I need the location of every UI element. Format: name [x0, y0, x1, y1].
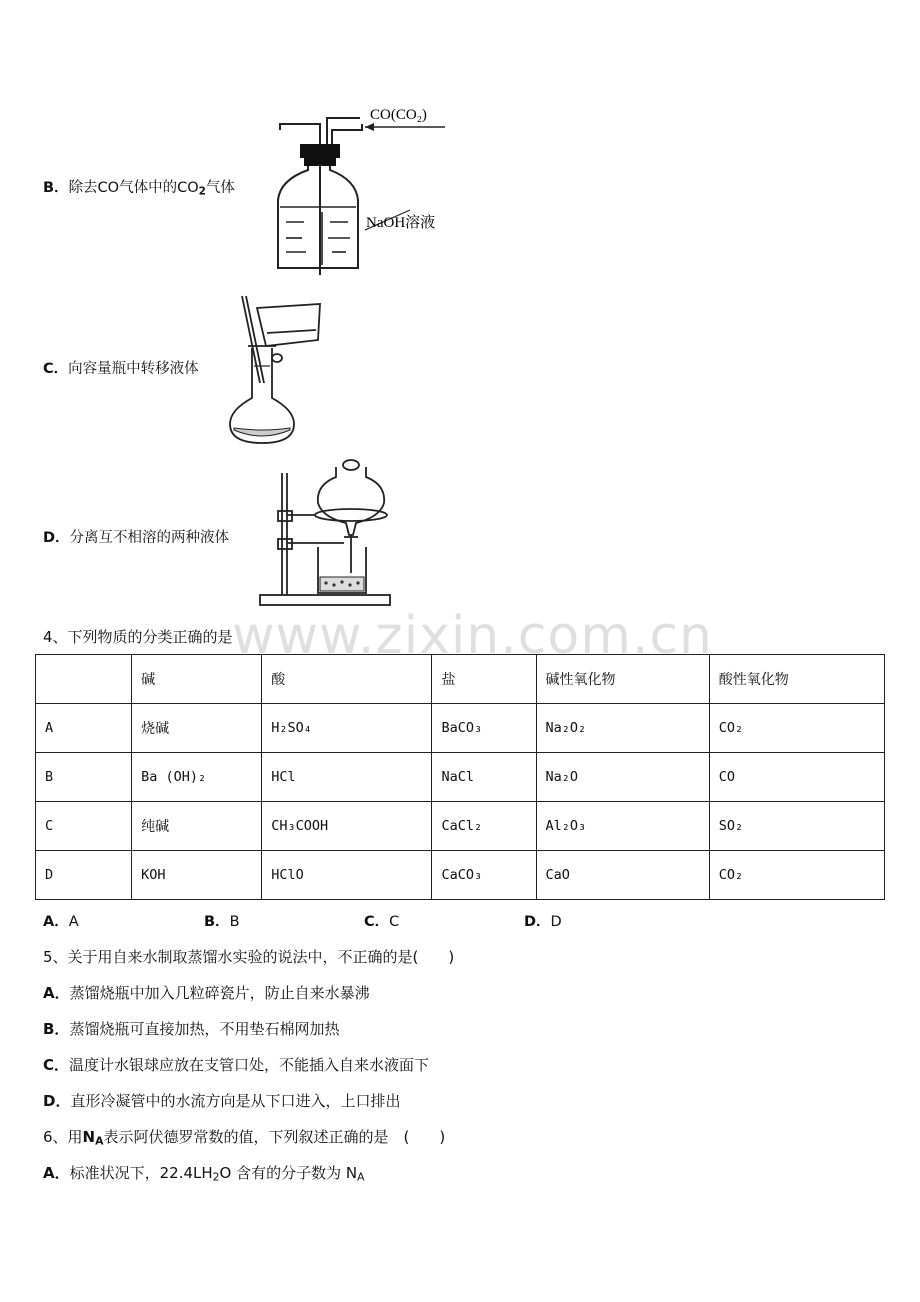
- table-row: [36, 753, 885, 802]
- classification-table: [35, 654, 885, 900]
- option-text: 蒸馏烧瓶可直接加热，不用垫石棉网加热: [69, 1020, 340, 1038]
- row-acid-oxide: CO: [709, 753, 884, 802]
- answer-letter: B．: [204, 914, 230, 930]
- q4-answer-b: [204, 910, 240, 931]
- row-basic-oxide: Na₂O: [536, 753, 709, 802]
- option-c-letter: C．: [43, 361, 69, 377]
- q5-option-a: [43, 982, 370, 1003]
- row-salt: BaCO₃: [432, 704, 536, 753]
- row-salt: CaCl₂: [432, 802, 536, 851]
- row-option: C: [36, 802, 132, 851]
- volumetric-flask-figure: [222, 288, 332, 448]
- row-base: KOH: [132, 851, 262, 900]
- q6-a-sub: 2: [212, 1170, 220, 1184]
- q4-stem: 4、下列物质的分类正确的是: [43, 628, 233, 646]
- option-text: 温度计水银球应放在支管口处，不能插入自来水液面下: [69, 1056, 430, 1074]
- q6-stem: [43, 1126, 445, 1147]
- option-d-text: 分离互不相溶的两种液体: [69, 530, 230, 546]
- option-letter: D．: [43, 1092, 71, 1110]
- q5-option-b: [43, 1018, 339, 1039]
- row-base: Ba (OH)₂: [132, 753, 262, 802]
- answer-value: A: [68, 914, 79, 930]
- table-row: [36, 851, 885, 900]
- option-letter: B．: [43, 1020, 70, 1038]
- row-acid-oxide: SO₂: [709, 802, 884, 851]
- row-acid: HCl: [262, 753, 432, 802]
- option-c-text: 向容量瓶中转移液体: [68, 361, 199, 377]
- answer-value: D: [550, 914, 562, 930]
- q6-na: N: [82, 1128, 96, 1146]
- header-cell: [36, 655, 132, 704]
- table-row: [36, 704, 885, 753]
- option-d-letter: D．: [43, 530, 70, 546]
- option-letter: A．: [43, 1164, 70, 1182]
- figure-b-solution-label: NaOH溶液: [366, 215, 436, 231]
- option-letter: A．: [43, 984, 70, 1002]
- stopper-neck: [304, 158, 336, 166]
- rubber-stopper: [300, 144, 340, 158]
- answer-letter: C．: [364, 914, 390, 930]
- answer-value: C: [389, 914, 400, 930]
- separatory-funnel-figure: [256, 455, 401, 610]
- row-acid: HClO: [262, 851, 432, 900]
- header-cell: 酸性氧化物: [709, 655, 884, 704]
- header-cell: 碱性氧化物: [536, 655, 709, 704]
- row-basic-oxide: Na₂O₂: [536, 704, 709, 753]
- answer-letter: A．: [43, 914, 69, 930]
- row-acid: H₂SO₄: [262, 704, 432, 753]
- q6-stem-post: 表示阿伏德罗常数的值，下列叙述正确的是 ( ): [103, 1128, 446, 1146]
- option-d: [43, 526, 229, 547]
- q5-option-d: [43, 1090, 400, 1111]
- row-salt: CaCO₃: [432, 851, 536, 900]
- row-base: 烧碱: [132, 704, 262, 753]
- q4-answer-d: [524, 910, 562, 931]
- row-basic-oxide: Al₂O₃: [536, 802, 709, 851]
- row-option: B: [36, 753, 132, 802]
- table-header-row: [36, 655, 885, 704]
- row-acid-oxide: CO₂: [709, 704, 884, 753]
- row-option: D: [36, 851, 132, 900]
- row-option: A: [36, 704, 132, 753]
- watermark: www.zixin.com.cn: [232, 606, 713, 666]
- answer-value: B: [229, 914, 240, 930]
- option-b-tail: 气体: [205, 180, 235, 196]
- row-salt: NaCl: [432, 753, 536, 802]
- row-acid-oxide: CO₂: [709, 851, 884, 900]
- figure-b-gas-label: CO(CO₂): [370, 107, 427, 123]
- row-base: 纯碱: [132, 802, 262, 851]
- answer-letter: D．: [524, 914, 551, 930]
- option-b-text: 除去CO气体中的CO: [68, 180, 199, 196]
- q6-a-mid: O 含有的分子数为 N: [219, 1164, 358, 1182]
- q5-option-c: [43, 1054, 429, 1075]
- q6-a-pre: 标准状况下，22.4LH: [69, 1164, 213, 1182]
- q6-option-a: [43, 1162, 365, 1183]
- q6-na-sub: A: [95, 1134, 104, 1148]
- q6-a-sub2: A: [357, 1170, 365, 1184]
- header-cell: 碱: [132, 655, 262, 704]
- option-c: [43, 357, 199, 378]
- option-text: 直形冷凝管中的水流方向是从下口进入，上口排出: [70, 1092, 401, 1110]
- header-cell: 盐: [432, 655, 536, 704]
- row-acid: CH₃COOH: [262, 802, 432, 851]
- header-cell: 酸: [262, 655, 432, 704]
- option-b-sub: 2: [198, 185, 206, 198]
- q4-answer-a: [43, 910, 79, 931]
- q4-answer-c: [364, 910, 399, 931]
- option-b-letter: B．: [43, 180, 69, 196]
- option-text: 蒸馏烧瓶中加入几粒碎瓷片，防止自来水暴沸: [69, 984, 370, 1002]
- option-letter: C．: [43, 1056, 70, 1074]
- table-row: [36, 802, 885, 851]
- option-b: [43, 176, 235, 197]
- q6-stem-pre: 6、用: [43, 1128, 83, 1146]
- q5-stem: 5、关于用自来水制取蒸馏水实验的说法中，不正确的是( ): [43, 948, 455, 966]
- row-basic-oxide: CaO: [536, 851, 709, 900]
- gas-washing-bottle-figure: [270, 100, 470, 275]
